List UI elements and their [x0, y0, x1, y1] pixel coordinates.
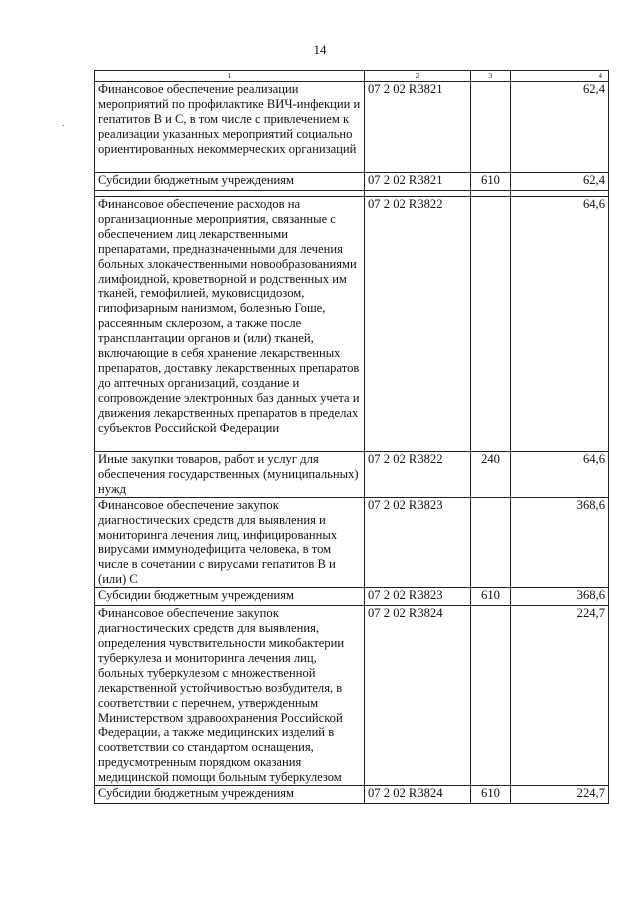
row-sum: 62,4 [511, 82, 609, 173]
row-sum: 62,4 [511, 173, 609, 191]
row-type: 610 [471, 588, 511, 606]
row-sum: 64,6 [511, 197, 609, 452]
row-name: Субсидии бюджетным учреждениям [95, 588, 365, 606]
header-col-2: 2 [365, 71, 471, 82]
table-row [95, 82, 609, 173]
table-row [95, 173, 609, 191]
row-sum: 368,6 [511, 497, 609, 587]
row-code: 07 2 02 R3824 [365, 786, 471, 804]
row-type [471, 82, 511, 173]
table-row [95, 452, 609, 498]
row-sum: 368,6 [511, 588, 609, 606]
budget-table [94, 70, 609, 804]
row-type [471, 197, 511, 452]
row-code: 07 2 02 R3823 [365, 497, 471, 587]
row-sum: 64,6 [511, 452, 609, 498]
row-type: 240 [471, 452, 511, 498]
row-code: 07 2 02 R3823 [365, 588, 471, 606]
row-code: 07 2 02 R3821 [365, 82, 471, 173]
row-code: 07 2 02 R3824 [365, 606, 471, 786]
table-row [95, 588, 609, 606]
table-header [95, 71, 609, 82]
row-type [471, 497, 511, 587]
header-col-1: 1 [95, 71, 365, 82]
row-sum: 224,7 [511, 606, 609, 786]
table-row [95, 786, 609, 804]
header-col-4: 4 [511, 71, 609, 82]
row-name: Финансовое обеспечение закупок диагностических средств для выявления и мониторинга лечения лиц, инфицированных вирусами иммунодефицита человека, в том числе в сочетании с вирусами гепатитов В и (или) С [95, 497, 365, 587]
row-code: 07 2 02 R3822 [365, 197, 471, 452]
row-type: 610 [471, 173, 511, 191]
row-name: Финансовое обеспечение закупок диагностических средств для выявления, определения чувствительности микобактерии туберкулеза и мониторинга лечения лиц, больных туберкулезом с множественной лекарственной устойчивостью возбудителя, в соответствии с перечнем, утвержденным Министерством здравоохранения Российской Федерации, а также медицинских изделий в соответствии со стандартом оснащения, предусмотренным порядком оказания медицинской помощи больным туберкулезом [95, 606, 365, 786]
row-name: Финансовое обеспечение расходов на организационные мероприятия, связанные с обеспечением лиц лекарственными препаратами, предназначенными для лечения больных злокачественными новообразованиями лимфоидной, кроветворной и родственных им тканей, гемофилией, муковисцидозом, гипофизарным нанизмом, болезнью Гоше, рассеянным склерозом, а также после трансплантации органов и (или) тканей, включающие в себя хранение лекарственных препаратов, доставку лекарственных препаратов до аптечных организаций, создание и сопровождение электронных баз данных учета и движения лекарственных препаратов в пределах субъектов Российской Федерации [95, 197, 365, 452]
row-code: 07 2 02 R3822 [365, 452, 471, 498]
page-number: 14 [313, 42, 327, 57]
margin-mark: . [62, 118, 65, 129]
row-name: Финансовое обеспечение реализации мероприятий по профилактике ВИЧ-инфекции и гепатитов В и С, в том числе с привлечением к реализации указанных мероприятий социально ориентированных некоммерческих организаций [95, 82, 365, 173]
header-col-3: 3 [471, 71, 511, 82]
row-type: 610 [471, 786, 511, 804]
table-row [95, 606, 609, 786]
row-type [471, 606, 511, 786]
row-name: Иные закупки товаров, работ и услуг для обеспечения государственных (муниципальных) нужд [95, 452, 365, 498]
row-code: 07 2 02 R3821 [365, 173, 471, 191]
row-name: Субсидии бюджетным учреждениям [95, 786, 365, 804]
table-row [95, 497, 609, 587]
table-row [95, 197, 609, 452]
row-sum: 224,7 [511, 786, 609, 804]
row-name: Субсидии бюджетным учреждениям [95, 173, 365, 191]
